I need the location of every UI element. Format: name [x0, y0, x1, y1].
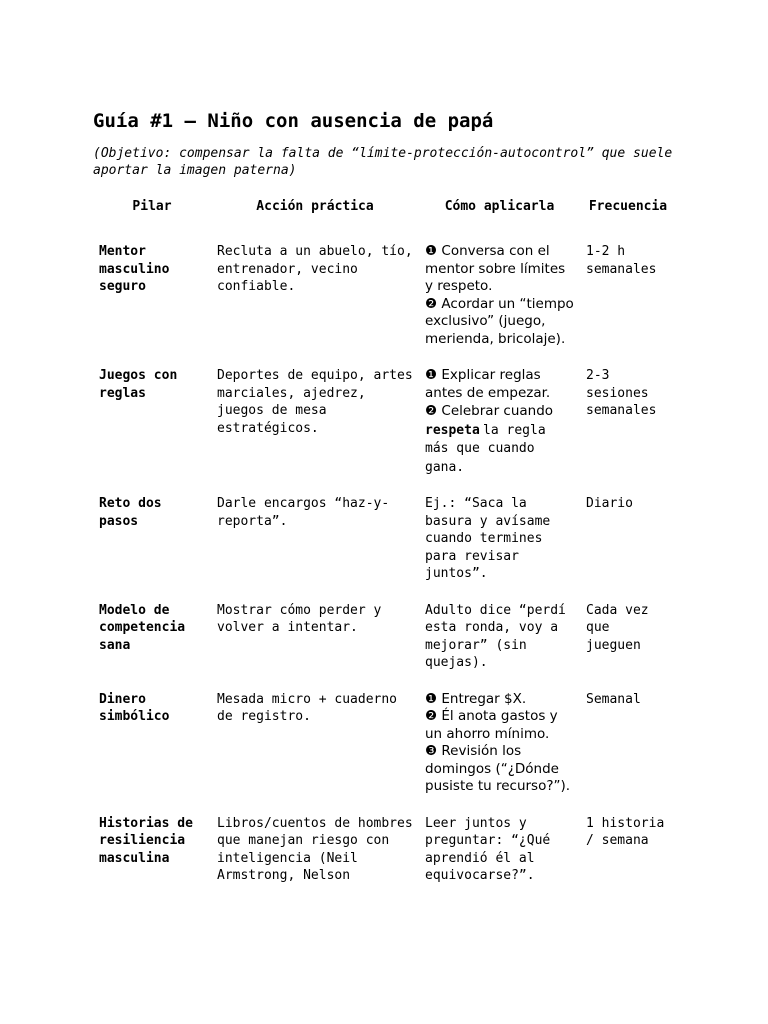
row-frecuencia: Diario	[586, 496, 633, 511]
table-row	[93, 602, 676, 691]
como-step: ❶ Entregar $X.	[425, 690, 527, 707]
row-como	[419, 691, 580, 815]
como-step: ❸ Revisión los domingos (“¿Dónde pusiste tu recurso?”).	[425, 743, 571, 794]
row-accion: Mesada micro + cuaderno de registro.	[217, 691, 398, 724]
como-step: ❷ Celebrar cuando	[425, 403, 554, 419]
row-pilar: Historias de resiliencia masculina	[99, 815, 193, 866]
como-step-rest: la regla más que cuando gana.	[425, 422, 546, 475]
row-como: Adulto dice “perdí esta ronda, voy a mejorar” (sin quejas).	[425, 602, 566, 670]
column-header-pilar: Pilar	[132, 199, 172, 214]
row-pilar: Reto dos pasos	[99, 496, 162, 529]
row-como	[419, 243, 580, 367]
row-pilar: Modelo de competencia sana	[99, 602, 186, 653]
table-row	[93, 691, 676, 815]
column-header-como: Cómo aplicarla	[444, 199, 555, 214]
table-row	[93, 243, 676, 367]
row-accion: Mostrar cómo perder y volver a intentar.	[217, 602, 382, 635]
row-pilar: Dinero simbólico	[99, 691, 170, 724]
row-accion: Deportes de equipo, artes marciales, ajedrez, juegos de mesa estratégicos.	[217, 368, 413, 436]
row-frecuencia: 1-2 h semanales	[586, 244, 657, 277]
page-title: Guía #1 — Niño con ausencia de papá	[93, 110, 494, 132]
row-frecuencia: Semanal	[586, 691, 641, 707]
row-frecuencia: 2-3 sesiones semanales	[586, 368, 657, 418]
como-emphasis: respeta	[425, 422, 480, 438]
row-accion: Libros/cuentos de hombres que manejan riesgo con inteligencia (Neil Armstrong, Nelson	[217, 815, 413, 883]
row-accion: Darle encargos “haz-y-reporta”.	[217, 496, 390, 529]
column-header-accion: Acción práctica	[256, 199, 374, 214]
como-step: ❶ Explicar reglas antes de empezar.	[425, 367, 551, 401]
table-row	[93, 495, 676, 602]
row-como: Ej.: “Saca la basura y avísame cuando termines para revisar juntos”.	[425, 496, 551, 581]
column-header-frecuencia: Frecuencia	[588, 199, 668, 214]
document-page	[93, 108, 683, 904]
page-subtitle: (Objetivo: compensar la falta de “límite-protección-autocontrol” que suele aportar la imagen paterna)	[93, 146, 673, 178]
row-frecuencia: 1 historia / semana	[586, 815, 665, 848]
como-step: ❷ Acordar un “tiempo exclusivo” (juego, merienda, bricolaje).	[425, 295, 574, 347]
row-frecuencia: Cada vez que jueguen	[586, 602, 649, 653]
guide-table	[93, 198, 676, 904]
table-header-row	[93, 198, 676, 243]
row-como: Leer juntos y preguntar: “¿Qué aprendió él al equivocarse?”.	[425, 815, 551, 883]
row-pilar: Mentor masculino seguro	[99, 244, 170, 294]
table-row	[93, 367, 676, 495]
row-como	[419, 367, 580, 495]
como-step: ❶ Conversa con el mentor sobre límites y respeto.	[425, 243, 566, 294]
table-row	[93, 815, 676, 904]
row-accion: Recluta a un abuelo, tío, entrenador, vecino confiable.	[217, 244, 413, 294]
row-pilar: Juegos con reglas	[99, 368, 178, 401]
como-step: ❷ Él anota gastos y un ahorro mínimo.	[425, 708, 558, 742]
